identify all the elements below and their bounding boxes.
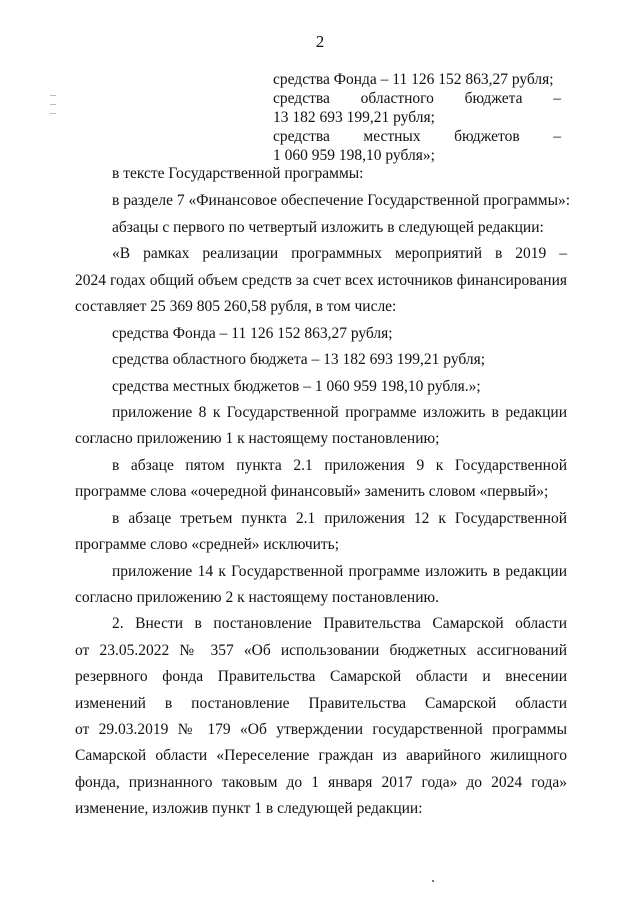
- text-line: резервного фонда Правительства Самарской области и внесении: [75, 668, 567, 685]
- text-line: средства Фонда – 11 126 152 863,27 рубля;: [112, 325, 393, 342]
- text-line: в абзаце пятом пункта 2.1 приложения 9 к Государственной: [112, 457, 567, 474]
- text-line: составляет 25 369 805 260,58 рубля, в том числе:: [75, 298, 397, 315]
- text-line: фонда, признанного таковым до 1 января 2017 года» до 2024 года»: [75, 774, 567, 791]
- text-line: приложение 8 к Государственной программе изложить в редакции: [112, 404, 567, 421]
- text-line: программе слова «очередной финансовый» заменить словом «первый»;: [75, 483, 549, 500]
- text-line: в разделе 7 «Финансовое обеспечение Государственной программы»:: [112, 192, 571, 209]
- text-line: согласно приложению 2 к настоящему постановлению.: [75, 589, 439, 606]
- text-line: приложение 14 к Государственной программе изложить в редакции: [112, 563, 567, 580]
- text-line: в абзаце третьем пункта 2.1 приложения 12 к Государственной: [112, 510, 567, 527]
- text-line: средства местных бюджетов – 1 060 959 198,10 рубля.»;: [112, 378, 481, 395]
- text-line: абзацы с первого по четвертый изложить в следующей редакции:: [112, 219, 544, 236]
- text-line: 2024 годах общий объем средств за счет всех источников финансирования: [75, 272, 567, 289]
- scan-margin-mark: [50, 104, 56, 105]
- text-line: средства областного бюджета – 13 182 693 199,21 рубля;: [112, 351, 486, 368]
- funding-line: средства областного бюджета –: [273, 90, 561, 107]
- page-number: 2: [315, 32, 325, 51]
- scan-speck: [432, 880, 434, 882]
- funding-block: [273, 70, 561, 165]
- text-line: изменение, изложив пункт 1 в следующей редакции:: [75, 800, 423, 817]
- funding-line: средства местных бюджетов –: [273, 128, 561, 145]
- funding-line: 13 182 693 199,21 рубля;: [273, 109, 435, 126]
- text-line: Самарской области «Переселение граждан из аварийного жилищного: [75, 747, 567, 764]
- scan-margin-mark: [50, 95, 56, 96]
- text-line: от 23.05.2022 № 357 «Об использовании бюджетных ассигнований: [75, 642, 567, 659]
- text-line: «В рамках реализации программных мероприятий в 2019 –: [112, 245, 567, 262]
- text-line: согласно приложению 1 к настоящему постановлению;: [75, 430, 440, 447]
- funding-line: 1 060 959 198,10 рубля»;: [273, 147, 435, 164]
- text-line: изменений в постановление Правительства Самарской области: [75, 695, 567, 712]
- text-line: 2. Внести в постановление Правительства Самарской области: [112, 615, 567, 632]
- scan-margin-mark: [50, 113, 56, 114]
- text-line: от 29.03.2019 № 179 «Об утверждении государственной программы: [75, 721, 567, 738]
- funding-line: средства Фонда – 11 126 152 863,27 рубля;: [273, 71, 554, 88]
- text-line: программе слово «средней» исключить;: [75, 536, 340, 553]
- text-line: в тексте Государственной программы:: [112, 165, 364, 182]
